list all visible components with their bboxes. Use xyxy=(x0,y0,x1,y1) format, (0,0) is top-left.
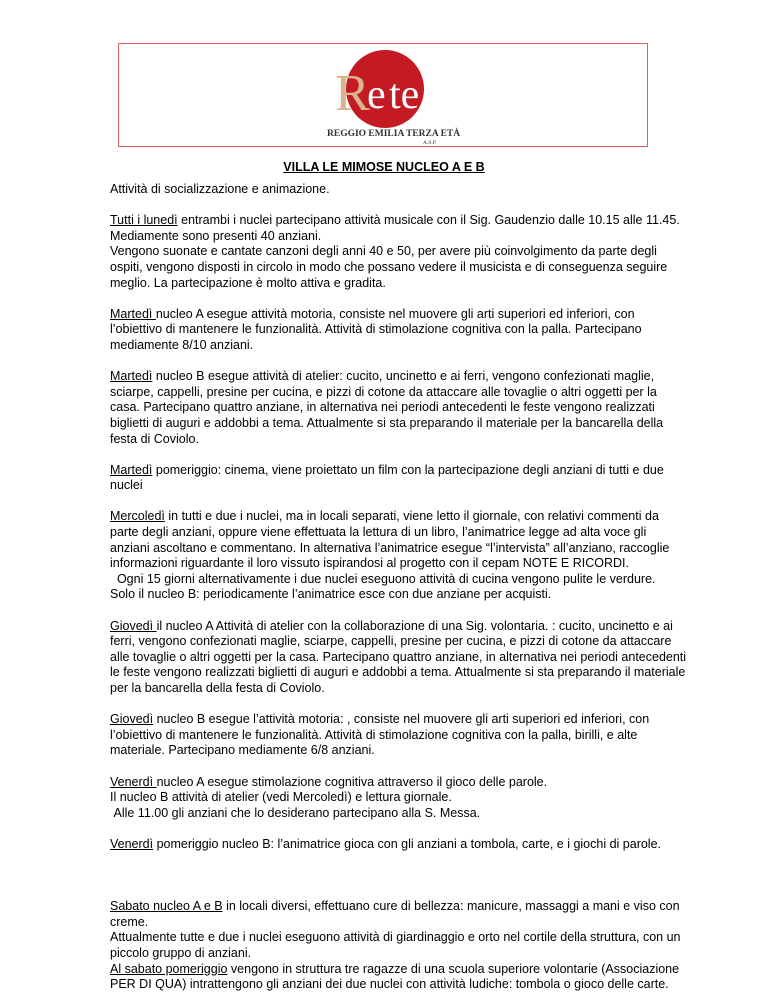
friday-label: Venerdì xyxy=(110,774,157,789)
tuesday-b-paragraph: Martedì nucleo B esegue attività di atelier: cucito, uncinetto e ai ferri, vengono confezionati maglie, sciarpe, cappelli, presine per cucina, e pizzi di cotone da attaccare alle tovaglie o altri oggetti per la casa. Partecipano quattro anziane, in alternativa nei periodi antecedenti le feste vengono realizzati biglietti di auguri e addobbi a tema. Attualmente si sta preparando il materiale per la bancarella della festa di Coviolo. xyxy=(110,369,664,446)
saturday-paragraph: Sabato nucleo A e B in locali diversi, effettuano cure di bellezza: manicure, massaggi a mani e viso con creme. xyxy=(110,899,680,929)
thursday-b-paragraph: Giovedì nucleo B esegue l’attività motoria: , consiste nel muovere gli arti superiori ed inferiori, con l’obiettivo di mantenere le funzionalità. Attività di stimolazione cognitiva con la palla, birilli, e alte materiale. Partecipano mediamente 6/8 anziani. xyxy=(110,712,650,758)
friday-afternoon-paragraph: Venerdì pomeriggio nucleo B: l’animatrice gioca con gli anziani a tombola, carte, e i giochi di parole. xyxy=(110,836,662,851)
wednesday-paragraph-3: Solo il nucleo B: periodicamente l’animatrice esce con due anziane per acquisti. xyxy=(110,587,552,602)
thursday-label: Giovedì xyxy=(110,618,157,633)
saturday-afternoon-label: Al sabato pomeriggio xyxy=(110,961,228,976)
tuesday-label: Martedì xyxy=(110,369,153,384)
logo-letter-e: e xyxy=(367,72,386,118)
document-body xyxy=(110,182,688,993)
tuesday-a-paragraph: Martedì nucleo A esegue attività motoria, consiste nel muovere gli arti superiori ed inferiori, con l’obiettivo di mantenere le funzionalità. Attività di stimolazione cognitiva con la palla. Partecipano mediamente 8/10 anziani. xyxy=(110,306,642,352)
monday-paragraph: Tutti i lunedì entrambi i nuclei partecipano attività musicale con il Sig. Gaudenzio dalle 10.15 alle 11.45. Mediamente sono presenti 40 anziani. xyxy=(110,213,680,243)
saturday-paragraph-3: Al sabato pomeriggio vengono in struttura tre ragazze di una scuola superiore volontarie (Associazione PER DI QUA) intrattengono gli anziani dei due nuclei con attività ludiche: tombola o gioco delle carte. xyxy=(110,961,680,992)
friday-a-paragraph-2: Il nucleo B attività di atelier (vedi Mercoledì) e lettura giornale. xyxy=(110,790,452,805)
friday-a-paragraph-3: Alle 11.00 gli anziani che lo desiderano partecipano alla S. Messa. xyxy=(110,805,481,820)
logo-subtitle: REGGIO EMILIA TERZA ETÀ xyxy=(327,129,461,139)
tuesday-label: Martedì xyxy=(110,462,153,477)
wednesday-paragraph-2: Ogni 15 giorni alternativamente i due nuclei eseguono attività di cucina vengono pulite le verdure. xyxy=(110,571,656,586)
document-title: VILLA LE MIMOSE NUCLEO A E B xyxy=(283,160,485,174)
wednesday-label: Mercoledì xyxy=(110,509,165,524)
logo-letters-te: te xyxy=(389,72,420,118)
friday-a-paragraph: Venerdì nucleo A esegue stimolazione cognitiva attraverso il gioco delle parole. xyxy=(110,774,548,789)
header-logo-box xyxy=(118,43,648,147)
tuesday-afternoon-paragraph: Martedì pomeriggio: cinema, viene proiettato un film con la partecipazione degli anziani di tutti e due nuclei xyxy=(110,462,664,493)
monday-paragraph-2: Vengono suonate e cantate canzoni degli anni 40 e 50, per avere più coinvolgimento da parte degli ospiti, vengono disposti in circolo in modo che possano vedere il musicista e di conseguenza seguire meglio. La partecipazione è molto attiva e gradita. xyxy=(110,244,668,290)
friday-label: Venerdì xyxy=(110,836,154,851)
wednesday-paragraph: Mercoledì in tutti e due i nuclei, ma in locali separati, viene letto il giornale, con relativi commenti da parte degli anziani, oppure viene effettuata la lettura di un libro, l’animatrice legge ad alta voce gli anziani ascoltano e commentano. In alternativa l’animatrice esegue “l’intervista” all’anziano, raccoglie informazioni riguardante il loro vissuto ispirandosi al progetto con il cepam NOTE E RICORDI. xyxy=(110,509,670,571)
monday-label: Tutti i lunedì xyxy=(110,213,178,228)
thursday-a-paragraph: Giovedì il nucleo A Attività di atelier con la collaborazione di una Sig. volontaria. : cucito, uncinetto e ai ferri, vengono confezionati maglie, sciarpe, cappelli, presine per cucina, e pizzi di cotone da attaccare alle tovaglie o altri oggetti per la casa. Partecipano quattro anziane, in alternativa nei periodi antecedenti le feste vengono realizzati biglietti di auguri e addobbi a tema. Attualmente si sta preparando il materiale per la bancarella della festa di Coviolo. xyxy=(110,618,687,695)
rete-logo xyxy=(327,50,461,146)
tuesday-label: Martedì xyxy=(110,306,156,321)
saturday-label: Sabato nucleo A e B xyxy=(110,899,223,914)
thursday-label: Giovedì xyxy=(110,712,154,727)
logo-letter-r: R xyxy=(335,65,370,122)
saturday-paragraph-2: Attualmente tutte e due i nuclei eseguono attività di giardinaggio e orto nel cortile della struttura, con un piccolo gruppo di anziani. xyxy=(110,930,681,960)
logo-subtitle-asp: A.S.P. xyxy=(423,140,437,146)
intro-paragraph: Attività di socializzazione e animazione. xyxy=(110,182,330,196)
